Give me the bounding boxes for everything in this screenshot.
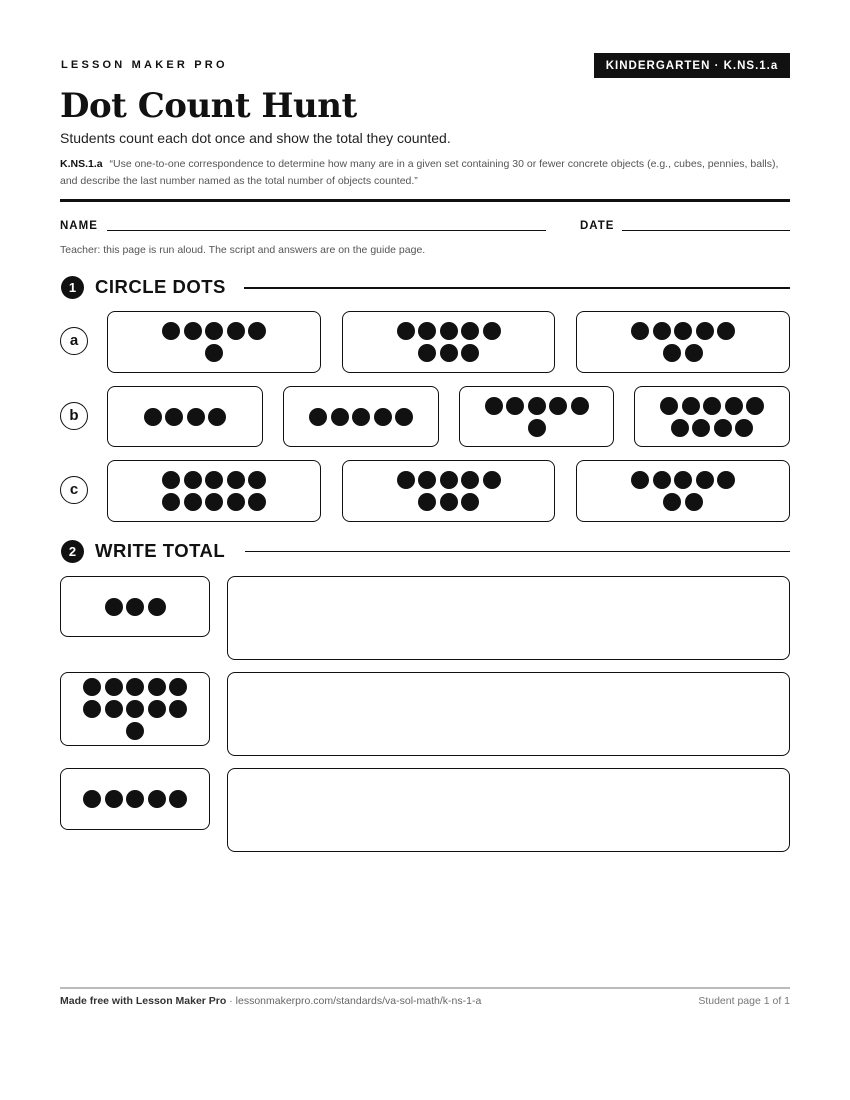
standard-description xyxy=(60,156,790,190)
dot xyxy=(674,322,692,340)
dot xyxy=(653,471,671,489)
page-title: Dot Count Hunt xyxy=(60,86,357,126)
dot xyxy=(485,397,503,415)
dot xyxy=(461,344,479,362)
dot xyxy=(717,471,735,489)
dot-group xyxy=(628,322,738,362)
answer-box[interactable] xyxy=(227,768,790,852)
dot-card[interactable] xyxy=(107,311,321,373)
grade-standard-tag: KINDERGARTEN · K.NS.1.a xyxy=(594,53,790,78)
dot xyxy=(184,471,202,489)
dot-group xyxy=(80,678,190,740)
date-field[interactable] xyxy=(622,230,790,231)
name-field[interactable] xyxy=(107,230,546,231)
dot xyxy=(692,419,710,437)
dot xyxy=(395,408,413,426)
dot xyxy=(165,408,183,426)
section-2-rule xyxy=(245,551,790,552)
dot xyxy=(126,722,144,740)
dot xyxy=(696,322,714,340)
dot xyxy=(105,598,123,616)
dot-group xyxy=(394,322,504,362)
dot xyxy=(126,598,144,616)
dot-group xyxy=(657,397,767,437)
footer-credit xyxy=(60,995,481,1007)
dot xyxy=(184,322,202,340)
dot-card[interactable] xyxy=(107,386,263,447)
dot xyxy=(205,471,223,489)
dot xyxy=(717,322,735,340)
page-subtitle: Students count each dot once and show the total they counted. xyxy=(60,130,451,146)
dot-card[interactable] xyxy=(342,460,555,522)
dot xyxy=(248,322,266,340)
dot xyxy=(506,397,524,415)
dot xyxy=(126,678,144,696)
dot xyxy=(205,322,223,340)
dot xyxy=(208,408,226,426)
dot xyxy=(205,344,223,362)
dot xyxy=(126,790,144,808)
dot-group xyxy=(159,471,269,511)
dot xyxy=(144,408,162,426)
dot-card[interactable] xyxy=(342,311,555,373)
dot xyxy=(631,322,649,340)
dot xyxy=(397,322,415,340)
dot xyxy=(83,790,101,808)
answer-box[interactable] xyxy=(227,672,790,756)
dot-group xyxy=(394,471,504,511)
dot xyxy=(461,322,479,340)
dot xyxy=(746,397,764,415)
dot xyxy=(660,397,678,415)
dot-group xyxy=(80,598,190,616)
dot xyxy=(461,493,479,511)
dot xyxy=(248,471,266,489)
dot-group xyxy=(159,322,269,362)
dot-card xyxy=(60,672,210,746)
dot xyxy=(169,700,187,718)
dot xyxy=(528,397,546,415)
dot xyxy=(205,493,223,511)
teacher-note: Teacher: this page is run aloud. The script and answers are on the guide page. xyxy=(60,244,426,256)
dot xyxy=(418,493,436,511)
dot xyxy=(663,493,681,511)
standard-code: K.NS.1.a xyxy=(60,158,103,170)
dot xyxy=(248,493,266,511)
dot xyxy=(227,493,245,511)
dot xyxy=(148,598,166,616)
dot xyxy=(309,408,327,426)
dot xyxy=(528,419,546,437)
dot xyxy=(126,700,144,718)
dot-group xyxy=(130,408,240,426)
dot xyxy=(440,493,458,511)
dot xyxy=(440,322,458,340)
header-divider xyxy=(60,199,790,202)
dot xyxy=(397,471,415,489)
dot xyxy=(418,471,436,489)
dot xyxy=(571,397,589,415)
row-c-badge: c xyxy=(60,476,88,504)
dot xyxy=(105,700,123,718)
dot-group xyxy=(80,790,190,808)
dot-group xyxy=(306,408,416,426)
dot xyxy=(653,322,671,340)
dot xyxy=(162,493,180,511)
dot xyxy=(461,471,479,489)
section-2-number: 2 xyxy=(61,540,84,563)
dot xyxy=(440,471,458,489)
dot xyxy=(440,344,458,362)
section-2-title: WRITE TOTAL xyxy=(95,540,226,561)
dot xyxy=(162,322,180,340)
section-1-number: 1 xyxy=(61,276,84,299)
dot xyxy=(374,408,392,426)
dot xyxy=(674,471,692,489)
row-b-badge: b xyxy=(60,402,88,430)
dot xyxy=(162,471,180,489)
dot xyxy=(418,322,436,340)
section-1-title: CIRCLE DOTS xyxy=(95,276,226,297)
dot xyxy=(169,790,187,808)
dot-card[interactable] xyxy=(107,460,321,522)
answer-box[interactable] xyxy=(227,576,790,660)
dot-card[interactable] xyxy=(576,460,790,522)
dot xyxy=(148,790,166,808)
dot xyxy=(714,419,732,437)
dot-card[interactable] xyxy=(459,386,614,447)
brand-name: LESSON MAKER PRO xyxy=(61,59,228,71)
dot xyxy=(685,344,703,362)
dot xyxy=(631,471,649,489)
dot xyxy=(169,678,187,696)
dot xyxy=(483,471,501,489)
dot xyxy=(663,344,681,362)
dot xyxy=(184,493,202,511)
dot xyxy=(735,419,753,437)
dot xyxy=(83,678,101,696)
dot-card xyxy=(60,768,210,830)
dot xyxy=(105,678,123,696)
standard-text: “Use one-to-one correspondence to determine how many are in a given set containing 30 or fewer concrete objects (e.g., cubes, pennies, balls), and describe the last number named as the total number of objects counted.” xyxy=(60,158,779,187)
dot xyxy=(418,344,436,362)
footer-made-with: Made free with Lesson Maker Pro xyxy=(60,995,227,1007)
dot xyxy=(148,700,166,718)
dot xyxy=(549,397,567,415)
dot-group xyxy=(482,397,592,437)
footer-url[interactable]: · lessonmakerpro.com/standards/va-sol-math/k-ns-1-a xyxy=(226,995,482,1007)
name-label: NAME xyxy=(60,220,98,232)
row-a-badge: a xyxy=(60,327,88,355)
dot xyxy=(148,678,166,696)
dot xyxy=(352,408,370,426)
dot-card[interactable] xyxy=(576,311,790,373)
dot xyxy=(105,790,123,808)
dot xyxy=(331,408,349,426)
dot xyxy=(227,471,245,489)
dot xyxy=(682,397,700,415)
dot xyxy=(83,700,101,718)
dot xyxy=(671,419,689,437)
section-1-rule xyxy=(244,287,790,289)
dot xyxy=(483,322,501,340)
footer-divider xyxy=(60,987,790,989)
dot xyxy=(187,408,205,426)
dot xyxy=(685,493,703,511)
dot-group xyxy=(628,471,738,511)
dot-card[interactable] xyxy=(283,386,439,447)
footer-page-number: Student page 1 of 1 xyxy=(698,995,790,1007)
dot-card xyxy=(60,576,210,637)
date-label: DATE xyxy=(580,220,615,232)
dot-card[interactable] xyxy=(634,386,790,447)
dot xyxy=(696,471,714,489)
dot xyxy=(725,397,743,415)
dot xyxy=(703,397,721,415)
dot xyxy=(227,322,245,340)
